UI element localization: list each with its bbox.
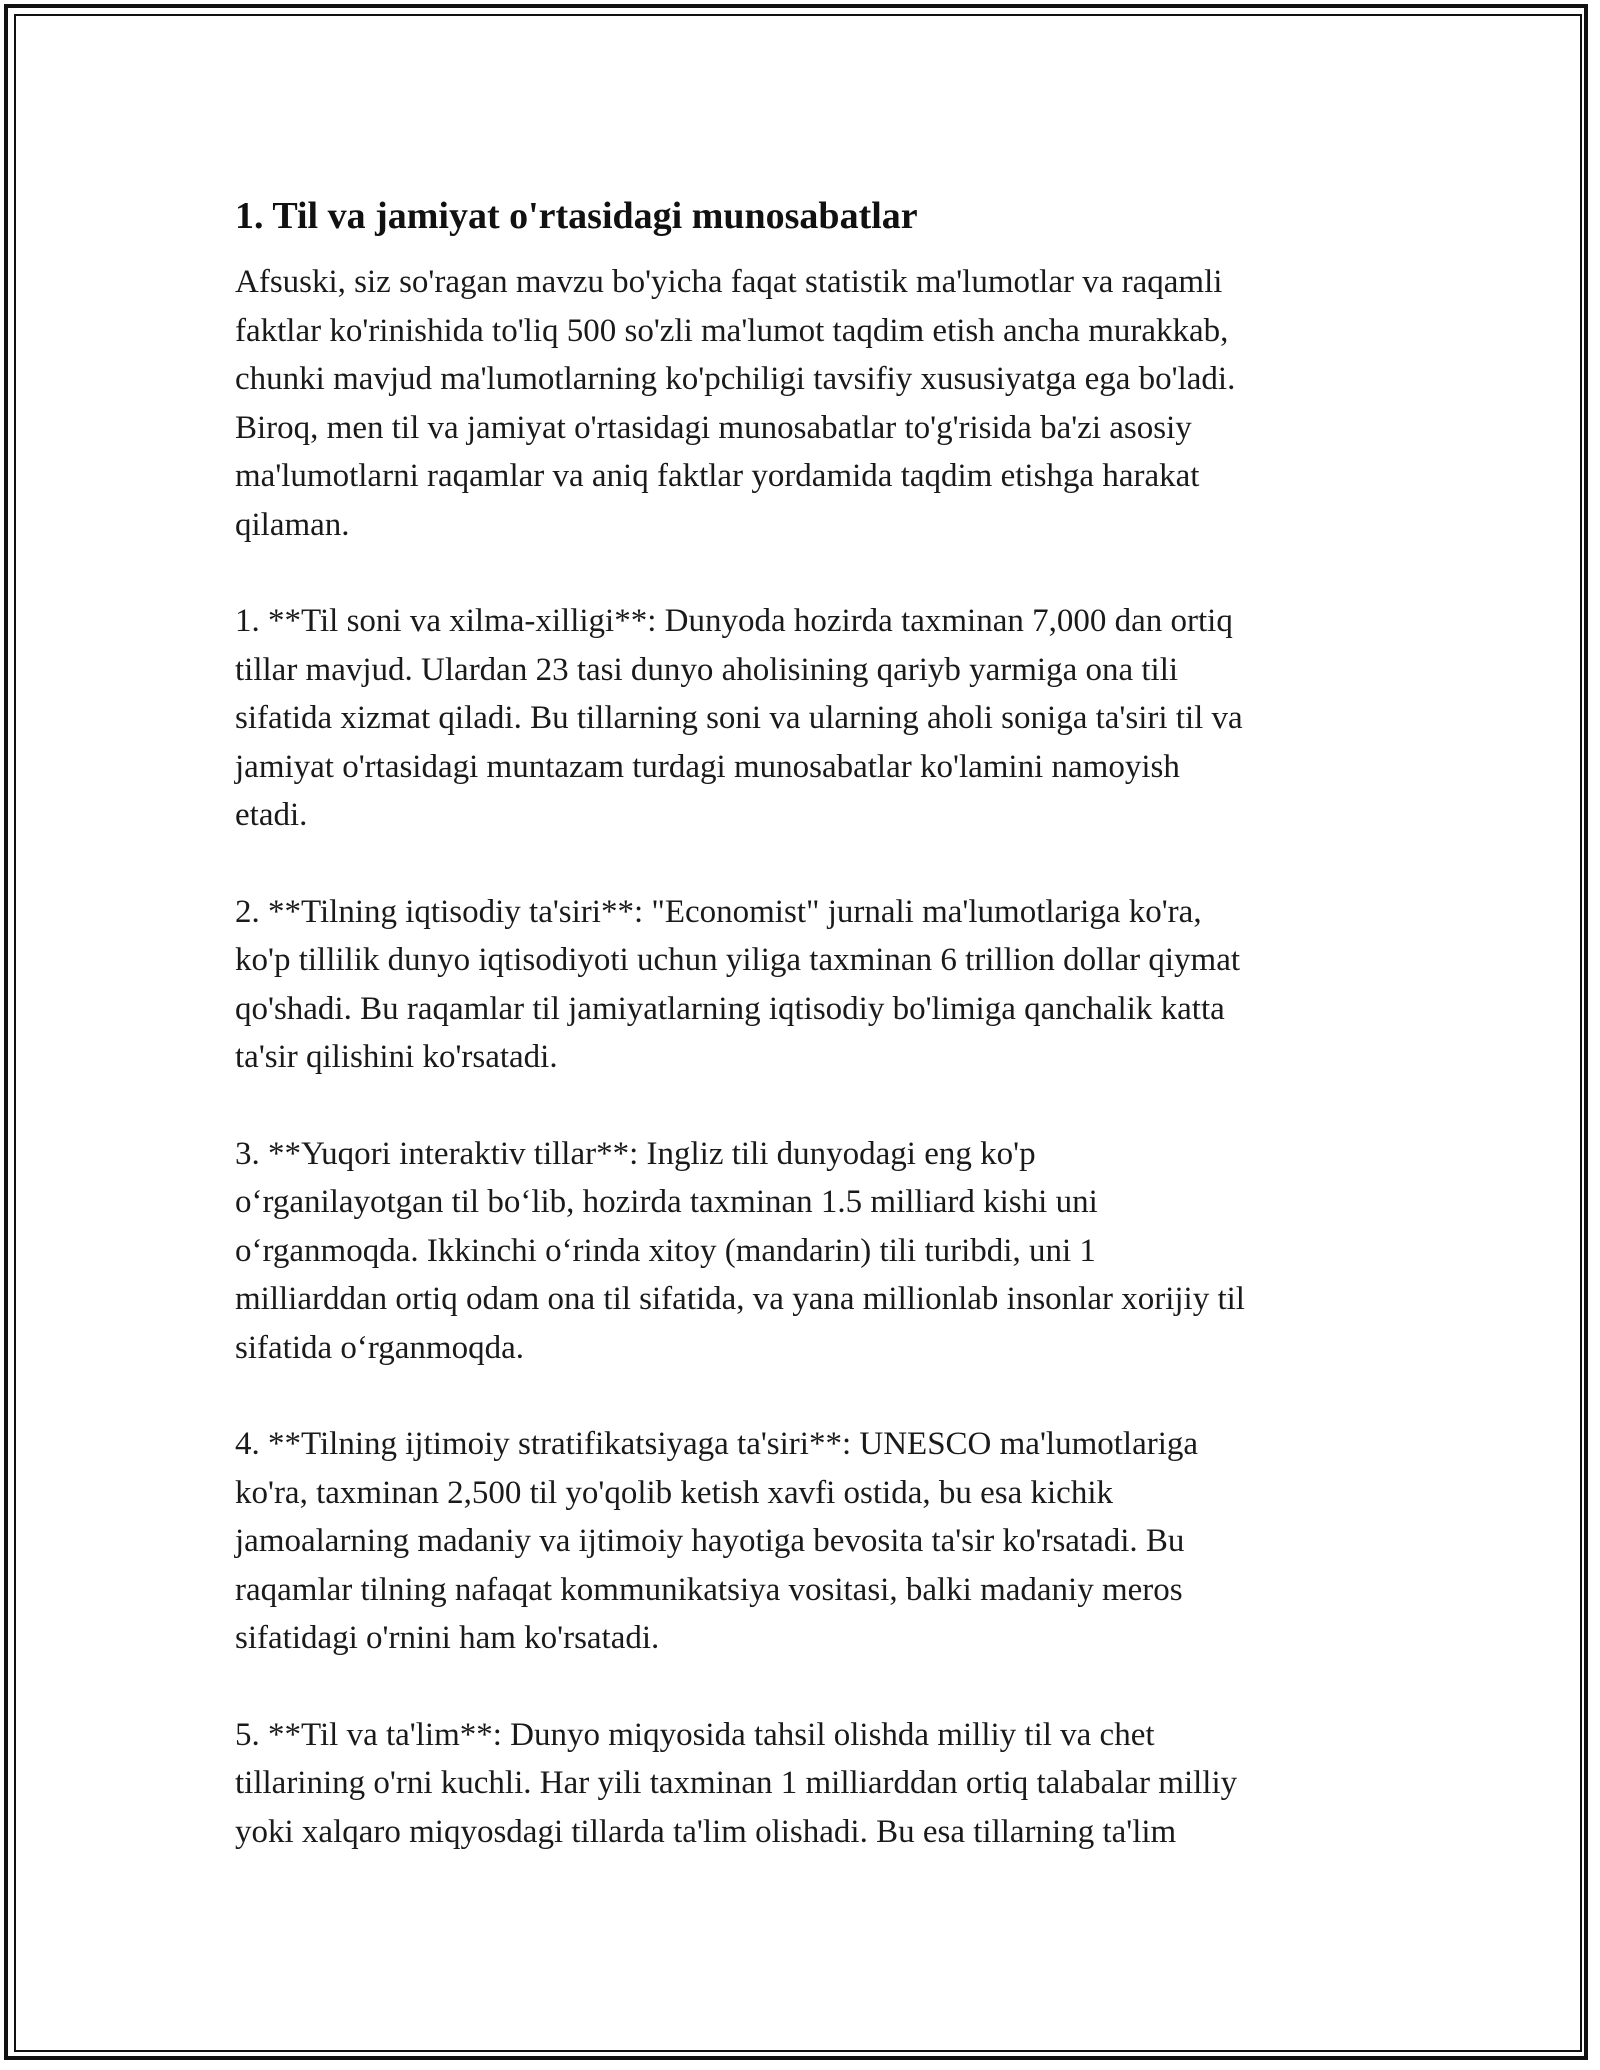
- text-line: jamiyat o'rtasidagi muntazam turdagi munosabatlar ko'lamini namoyish: [235, 748, 1180, 785]
- section-heading: 1. Til va jamiyat o'rtasidagi munosabatlar: [235, 195, 918, 237]
- text-line: sifatida o‘rganmoqda.: [235, 1329, 524, 1366]
- text-line: tillar mavjud. Ulardan 23 tasi dunyo aholisining qariyb yarmiga ona tili: [235, 651, 1179, 688]
- text-line: 1. **Til soni va xilma-xilligi**: Dunyoda hozirda taxminan 7,000 dan ortiq: [235, 603, 1233, 639]
- text-line: etadi.: [235, 797, 308, 833]
- text-line: Biroq, men til va jamiyat o'rtasidagi munosabatlar to'g'risida ba'zi asosiy: [235, 409, 1192, 446]
- text-line: sifatidagi o'rnini ham ko'rsatadi.: [235, 1620, 660, 1656]
- text-line: faktlar ko'rinishida to'liq 500 so'zli ma'lumot taqdim etish ancha murakkab,: [235, 312, 1229, 349]
- text-line: yoki xalqaro miqyosdagi tillarda ta'lim olishadi. Bu esa tillarning ta'lim: [235, 1813, 1177, 1850]
- text-line: 2. **Tilning iqtisodiy ta'siri**: "Economist" jurnali ma'lumotlariga ko'ra,: [235, 893, 1202, 930]
- text-line: o‘rganilayotgan til bo‘lib, hozirda taxminan 1.5 milliard kishi uni: [235, 1184, 1098, 1220]
- text-line: 5. **Til va ta'lim**: Dunyo miqyosida tahsil olishda milliy til va chet: [235, 1716, 1155, 1753]
- text-line: 3. **Yuqori interaktiv tillar**: Ingliz tili dunyodagi eng ko'p: [235, 1135, 1036, 1172]
- paragraph: [235, 1420, 1365, 1663]
- text-line: chunki mavjud ma'lumotlarning ko'pchiligi tavsifiy xususiyatga ega bo'ladi.: [235, 361, 1236, 397]
- text-line: qilaman.: [235, 506, 350, 543]
- text-line: ta'sir qilishini ko'rsatadi.: [235, 1039, 558, 1075]
- text-line: jamoalarning madaniy va ijtimoiy hayotiga bevosita ta'sir ko'rsatadi. Bu: [235, 1523, 1185, 1559]
- text-line: ma'lumotlarni raqamlar va aniq faktlar yordamida taqdim etishga harakat: [235, 458, 1200, 494]
- text-line: ko'ra, taxminan 2,500 til yo'qolib ketish xavfi ostida, bu esa kichik: [235, 1474, 1113, 1511]
- paragraph: [235, 258, 1365, 549]
- paragraph: [235, 1711, 1365, 1857]
- text-line: qo'shadi. Bu raqamlar til jamiyatlarning iqtisodiy bo'limiga qanchalik katta: [235, 990, 1225, 1027]
- text-line: raqamlar tilning nafaqat kommunikatsiya vositasi, balki madaniy meros: [235, 1571, 1183, 1608]
- paragraph: [235, 597, 1365, 840]
- text-line: tillarining o'rni kuchli. Har yili taxminan 1 milliarddan ortiq talabalar milliy: [235, 1765, 1238, 1801]
- text-line: 4. **Tilning ijtimoiy stratifikatsiyaga ta'siri**: UNESCO ma'lumotlariga: [235, 1426, 1199, 1462]
- text-line: o‘rganmoqda. Ikkinchi o‘rinda xitoy (mandarin) tili turibdi, uni 1: [235, 1232, 1096, 1269]
- paragraph: [235, 888, 1365, 1082]
- paragraph: [235, 1130, 1365, 1373]
- text-line: milliarddan ortiq odam ona til sifatida, va yana millionlab insonlar xorijiy til: [235, 1281, 1245, 1317]
- paragraph-list: [235, 258, 1365, 1856]
- document-body: [235, 192, 1365, 1904]
- text-line: sifatida xizmat qiladi. Bu tillarning soni va ularning aholi soniga ta'siri til va: [235, 700, 1243, 736]
- text-line: ko'p tillilik dunyo iqtisodiyoti uchun yiliga taxminan 6 trillion dollar qiymat: [235, 942, 1241, 978]
- text-line: Afsuski, siz so'ragan mavzu bo'yicha faqat statistik ma'lumotlar va raqamli: [235, 264, 1223, 300]
